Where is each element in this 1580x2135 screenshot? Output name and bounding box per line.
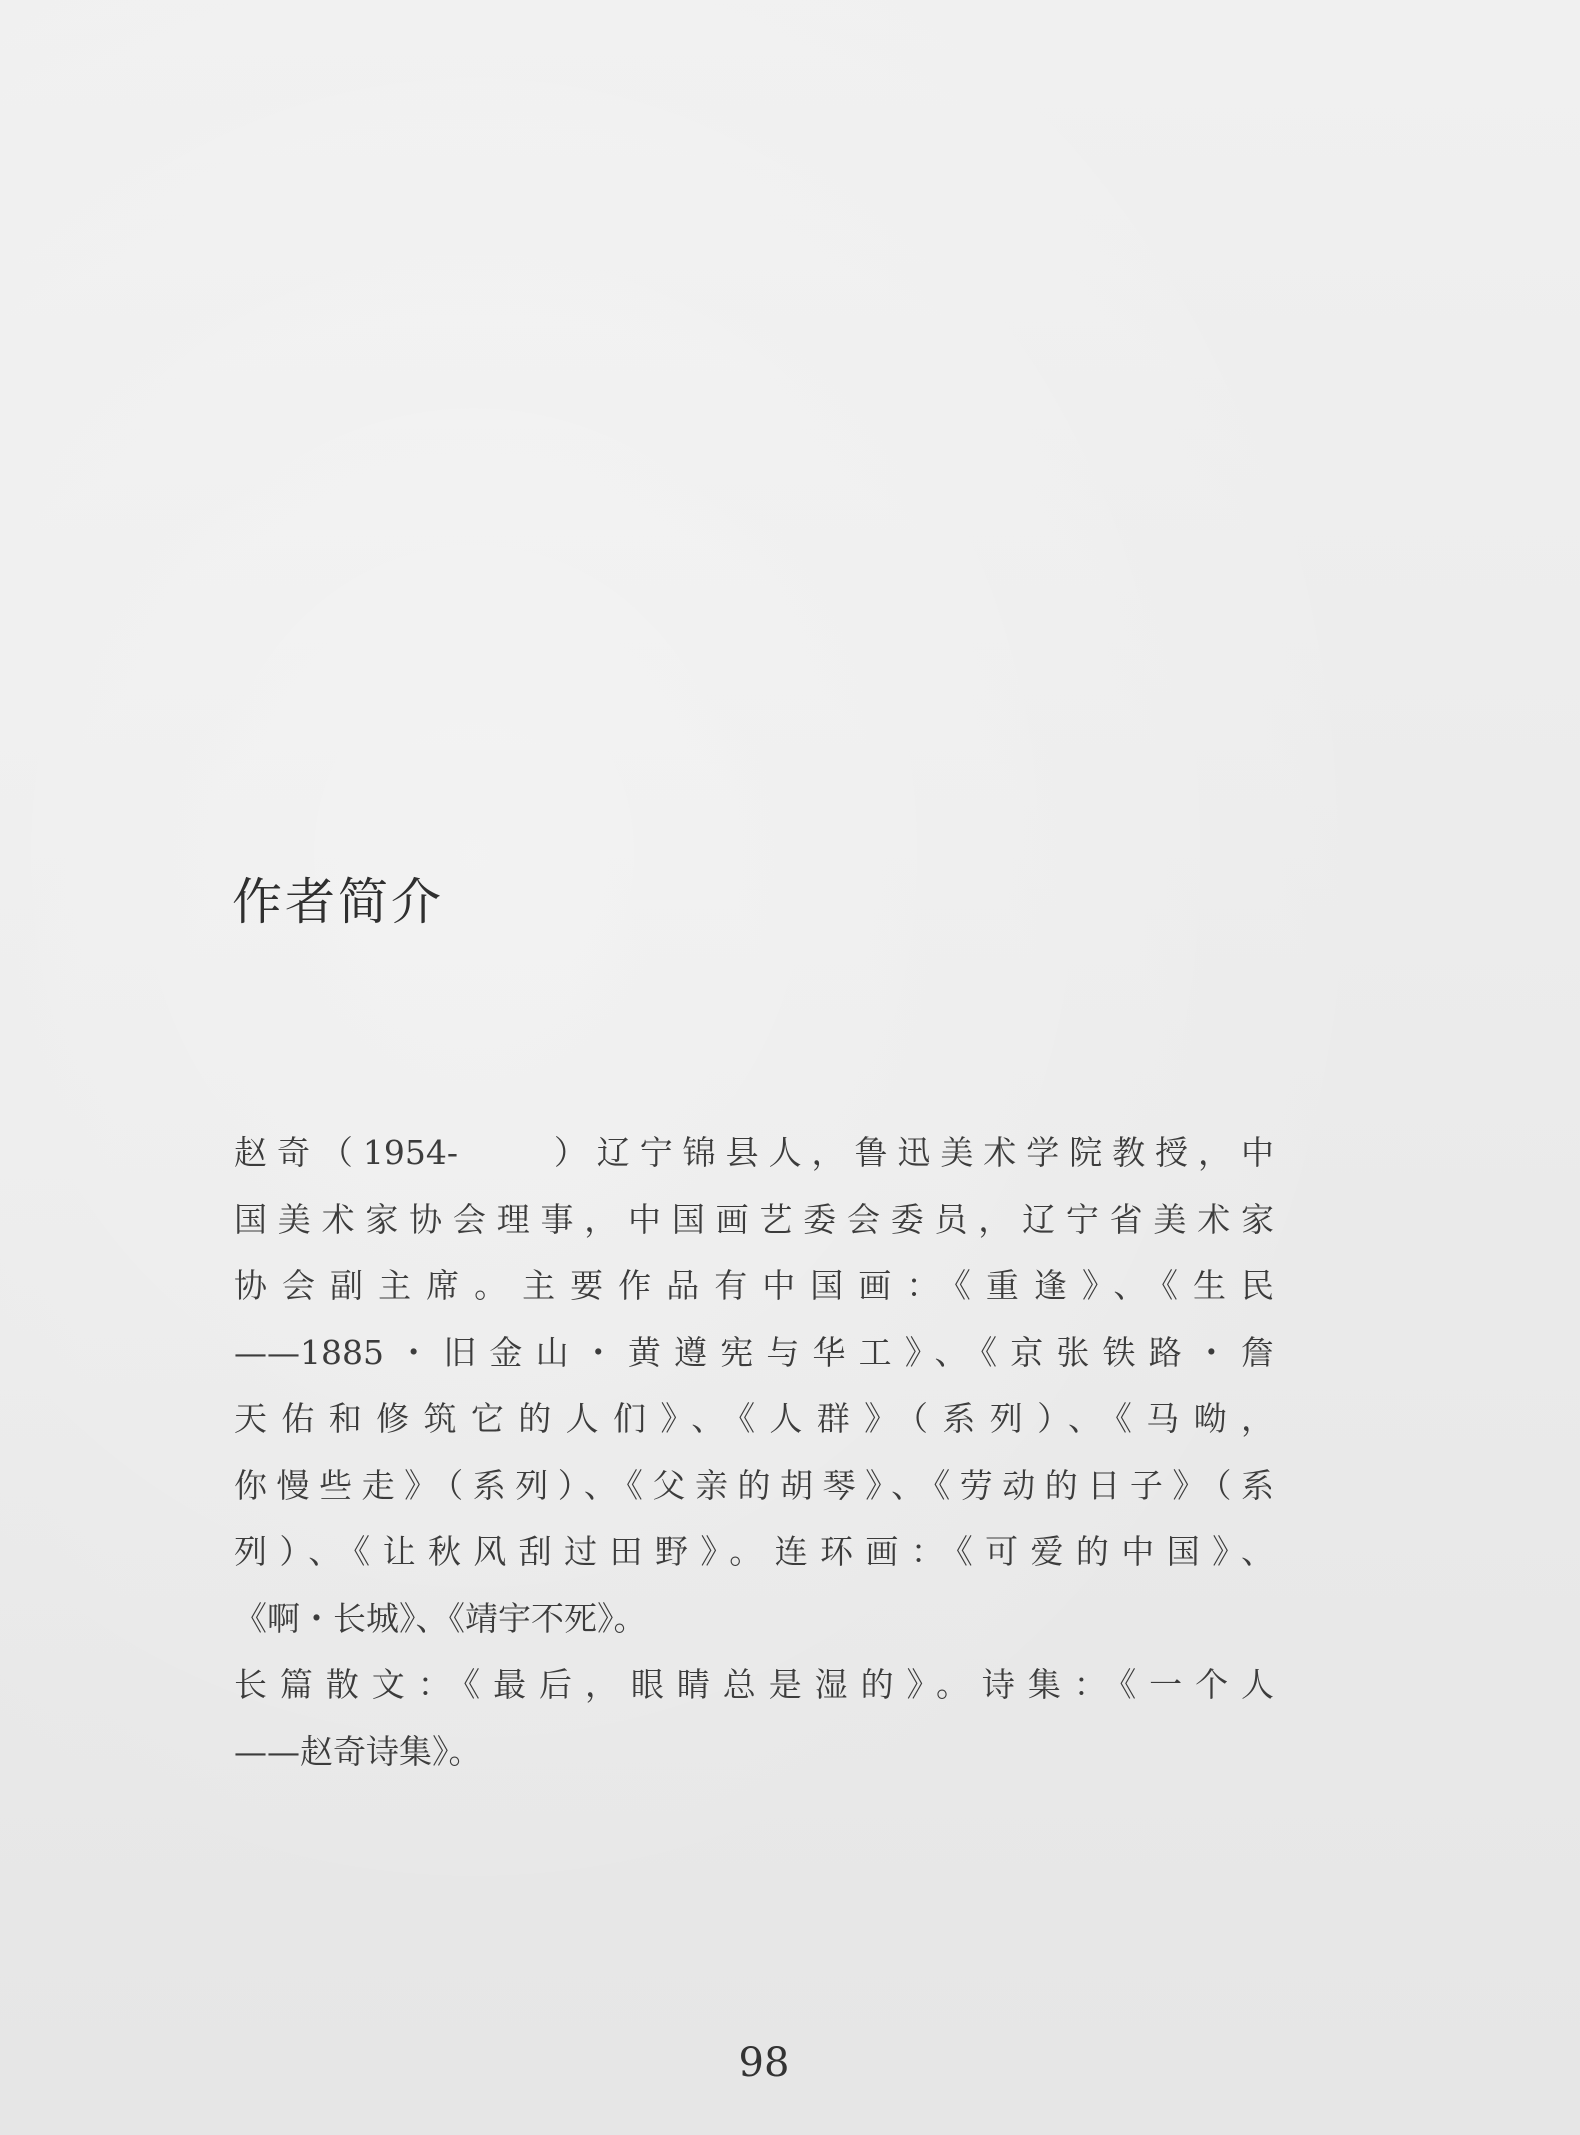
author-bio (234, 1120, 1274, 1785)
bio-line: ——1885・旧金山・黄遵宪与华工》、《京张铁路・詹 (234, 1332, 1274, 1372)
page-number: 98 (738, 2040, 790, 2086)
bio-line: 协会副主席。主要作品有中国画：《重逢》、《生民 (234, 1266, 1274, 1305)
bio-line: 赵奇（1954- ）辽宁锦县人，鲁迅美术学院教授，中 (234, 1133, 1274, 1172)
bio-line: 天佑和修筑它的人们》、《人群》（系列）、《马呦， (234, 1399, 1274, 1438)
page-title: 作者简介 (232, 873, 444, 931)
bio-line: 长篇散文：《最后，眼睛总是湿的》。诗集：《一个人 (234, 1665, 1274, 1704)
bio-line: 《啊・长城》、《靖宇不死》。 (234, 1598, 647, 1638)
bio-line: ——赵奇诗集》。 (234, 1731, 482, 1771)
bio-line: 国美术家协会理事，中国画艺委会委员，辽宁省美术家 (234, 1199, 1274, 1239)
bio-line: 列）、《让秋风刮过田野》。连环画：《可爱的中国》、 (234, 1532, 1274, 1571)
bio-line: 你慢些走》（系列）、《父亲的胡琴》、《劳动的日子》（系 (234, 1465, 1274, 1505)
